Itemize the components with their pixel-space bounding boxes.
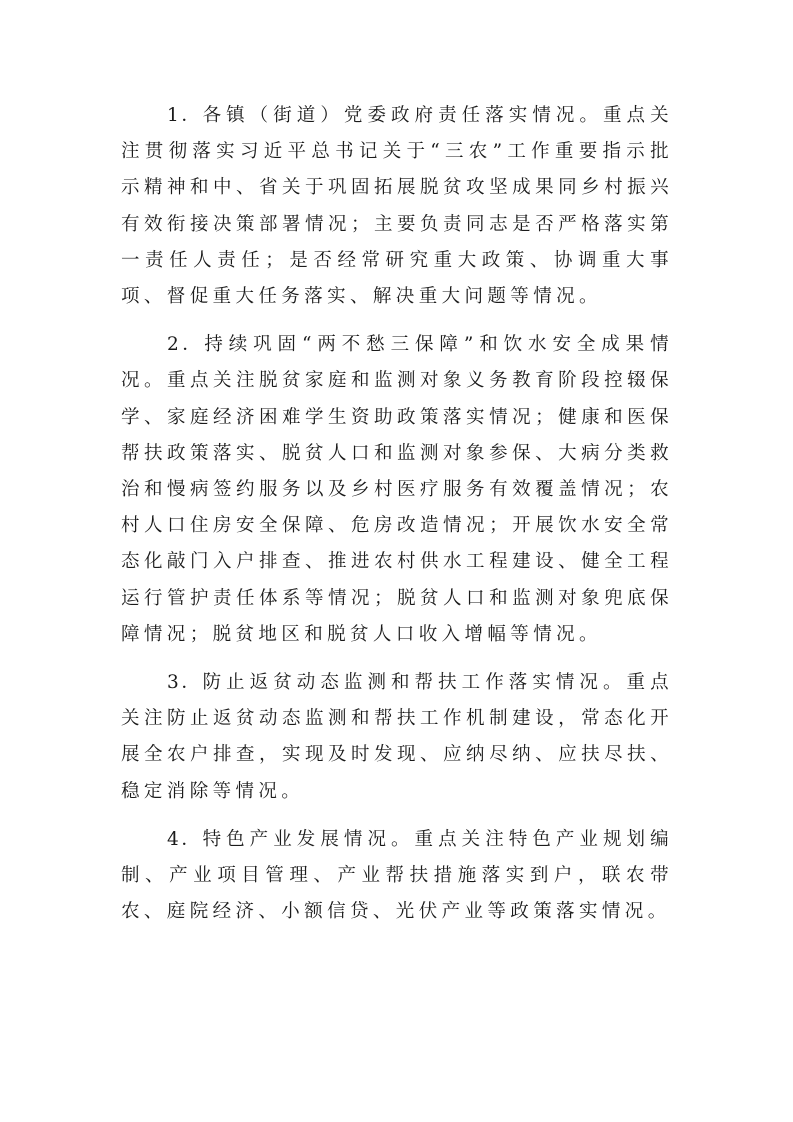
paragraph-number: 4． <box>167 828 203 850</box>
paragraph-2 <box>121 327 673 653</box>
paragraph-text: 持续巩固“两不愁三保障”和饮水安全成果情况。重点关注脱贫家庭和监测对象义务教育阶段控辍保学、家庭经济困难学生资助政策落实情况；健康和医保帮扶政策落实、脱贫人口和监测对象参保、大病分类救治和慢病签约服务以及乡村医疗服务有效覆盖情况；农村人口住房安全保障、危房改造情况；开展饮水安全常态化敲门入户排查、推进农村供水工程建设、健全工程运行管护责任体系等情况；脱贫人口和监测对象兜底保障情况；脱贫地区和脱贫人口收入增幅等情况。 <box>121 334 673 645</box>
paragraph-text: 特色产业发展情况。重点关注特色产业规划编制、产业项目管理、产业帮扶措施落实到户，联农带农、庭院经济、小额信贷、光伏产业等政策落实情况。 <box>121 828 673 923</box>
paragraph-1 <box>121 98 673 315</box>
paragraph-text: 防止返贫动态监测和帮扶工作落实情况。重点关注防止返贫动态监测和帮扶工作机制建设，常态化开展全农户排查，实现及时发现、应纳尽纳、应扶尽扶、稳定消除等情况。 <box>121 672 673 802</box>
document-page <box>121 98 673 942</box>
paragraph-4 <box>121 822 673 931</box>
paragraph-text: 各镇（街道）党委政府责任落实情况。重点关注贯彻落实习近平总书记关于“三农”工作重要指示批示精神和中、省关于巩固拓展脱贫攻坚成果同乡村振兴有效衔接决策部署情况；主要负责同志是否严格落实第一责任人责任；是否经常研究重大政策、协调重大事项、督促重大任务落实、解决重大问题等情况。 <box>121 105 673 308</box>
paragraph-number: 3． <box>167 672 203 694</box>
paragraph-number: 2． <box>167 334 205 356</box>
paragraph-3 <box>121 665 673 810</box>
paragraph-number: 1． <box>167 105 203 126</box>
